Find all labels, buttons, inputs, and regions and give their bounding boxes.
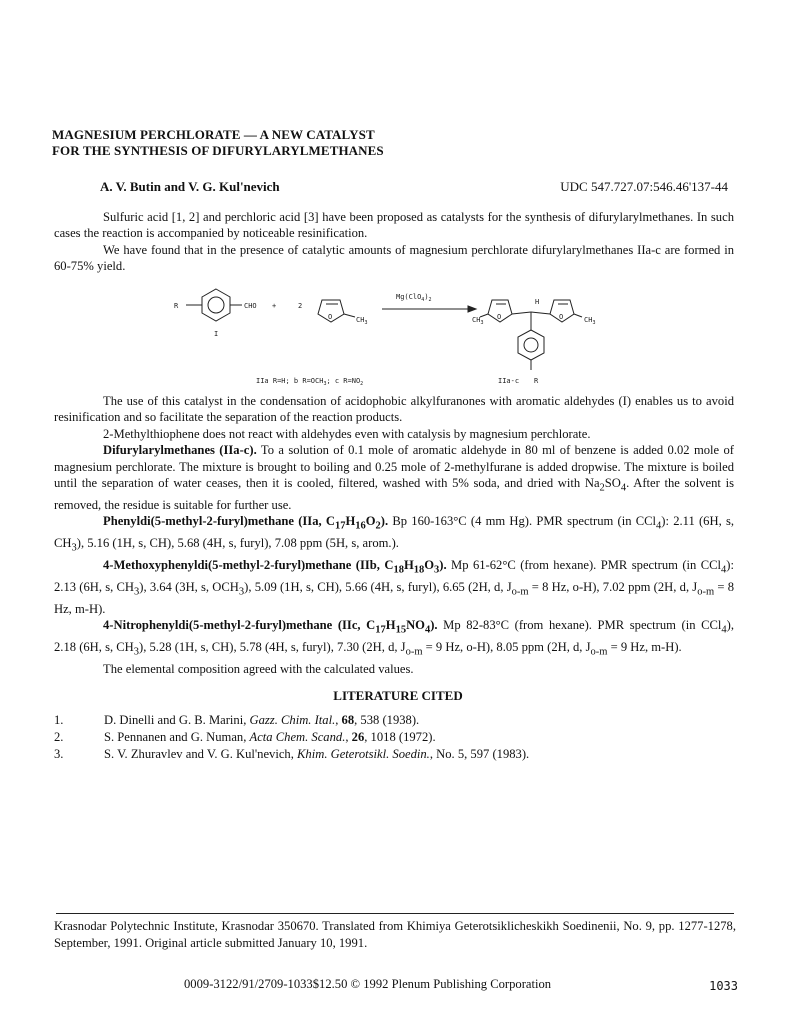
scheme-cho-label: CHO — [244, 302, 257, 310]
compound-iic-paragraph: 4-Nitrophenyldi(5-methyl-2-furyl)methane (IIc, $C_{17}H_{15}NO_4$). Mp 82-83°C (from hexane). PMR spectrum (in CCl$_4$), 2.18 (6H, s, $CH_3$), 5.28 (1H, s, CH), 5.78 (4H, s, furyl), 7.30 (2H, d, $J_{o-m} = 9$ Hz, o-H), 8.05 ppm (2H, d, $J_{o-m} = 9$ Hz, m-H). — [54, 618, 734, 658]
reference-item — [54, 712, 754, 729]
reference-number: 2. — [54, 730, 64, 744]
scheme-ch3-reactant: $CH_3$ — [356, 316, 368, 326]
literature-heading: LITERATURE CITED — [333, 688, 463, 703]
reference-text: S. V. Zhuravlev and V. G. Kul'nevich, Khim. Geterotsikl. Soedin., No. 5, 597 (1983). — [104, 747, 530, 761]
reference-number: 1. — [54, 713, 64, 727]
compound-iib-name: 4-Methoxyphenyldi(5-methyl-2-furyl)methane (IIb, $C_{18}H_{18}O_3$). — [103, 558, 447, 576]
reaction-scheme — [150, 286, 650, 390]
scheme-product-o-left: O — [497, 313, 502, 321]
scheme-label-product-r: R — [534, 377, 539, 385]
scheme-label-i: I — [214, 330, 219, 338]
reference-list — [54, 712, 754, 763]
closing-sentence: The elemental composition agreed with the calculated values. — [103, 662, 414, 677]
title-line-2: FOR THE SYNTHESIS OF DIFURYLARYLMETHANES — [52, 143, 384, 158]
benzene-ring-product — [518, 330, 544, 360]
compound-iia-paragraph: Phenyldi(5-methyl-2-furyl)methane (IIa, $C_{17}H_{16}O_2$). Bp 160-163°C (4 mm Hg). PMR spectrum (in CCl$_4$): 2.11 (6H, s, $CH_3$), 5.16 (1H, s, CH), 5.68 (4H, s, furyl), 7.08 ppm (5H, s, arom.). — [54, 514, 734, 554]
intro-section — [54, 209, 734, 275]
article-title — [52, 127, 384, 159]
intro-paragraph-1: Sulfuric acid [1, 2] and perchloric acid [3] have been proposed as catalysts for the synthesis of difurylarylmethanes. In such cases the reaction is accompanied by noticeable resinification. — [54, 210, 734, 241]
compound-iia-name: Phenyldi(5-methyl-2-furyl)methane (IIa, $C_{17}H_{16}O_2$). — [103, 514, 389, 532]
copyright-line: 0009-3122/91/2709-1033$12.50 © 1992 Plenum Publishing Corporation — [184, 977, 552, 991]
discussion-paragraph-2: 2-Methylthiophene does not react with aldehydes even with catalysis by magnesium perchlorate. — [103, 426, 591, 441]
experimental-heading: Difurylarylmethanes (IIa-c). — [103, 443, 257, 458]
scheme-furan-o: O — [328, 313, 333, 321]
reference-text: S. Pennanen and G. Numan, Acta Chem. Scand., 26, 1018 (1972). — [104, 730, 436, 744]
experimental-paragraph: Difurylarylmethanes (IIa-c). To a solution of 0.1 mole of aromatic aldehyde in 80 ml of benzene is added 0.02 mole of magnesium perchlorate. The mixture is brought to boiling and 0.25 mole of 2-methylfurane is added dropwise. The mixture is boiled until the separation of water ceases, then it is cooled, filtered, washed with 5% soda, and dried with $Na_2SO_4$. After the solvent is removed, the residue is suitable for further use. — [54, 443, 734, 512]
compound-iib-paragraph: 4-Methoxyphenyldi(5-methyl-2-furyl)methane (IIb, $C_{18}H_{18}O_3$). Mp 61-62°C (from hexane). PMR spectrum (in CCl$_4$): 2.13 (6H, s, $CH_3$), 3.64 (3H, s, $OCH_3$), 5.09 (1H, s, CH), 5.66 (4H, s, furyl), 6.65 (2H, d, $J_{o-m} = 8$ Hz, o-H), 7.02 ppm (2H, d, $J_{o-m} = 8$ Hz, m-H). — [54, 558, 734, 617]
scheme-product-o-right: O — [559, 313, 564, 321]
footnote-rule — [56, 913, 734, 914]
discussion-paragraph-1: The use of this catalyst in the condensation of acidophobic alkylfuranones with aromatic aldehydes (I) enables us to avoid resinification and so facilitate the separation of the reaction products. — [54, 394, 734, 425]
reference-text: D. Dinelli and G. B. Marini, Gazz. Chim. Ital., 68, 538 (1938). — [104, 713, 420, 727]
intro-paragraph-2: We have found that in the presence of catalytic amounts of magnesium perchlorate difurylarylmethanes IIa-c are formed in 60-75% yield. — [54, 242, 734, 274]
reference-number: 3. — [54, 747, 64, 761]
scheme-r-label: R — [174, 302, 179, 310]
benzene-ring-reactant — [202, 289, 230, 321]
reference-item — [54, 746, 754, 763]
scheme-ch3-left: $CH_3$ — [472, 316, 484, 326]
scheme-coefficient: 2 — [298, 302, 303, 310]
scheme-label-product: IIa-c — [498, 377, 520, 385]
page-number: 1033 — [709, 979, 738, 993]
title-line-1: MAGNESIUM PERCHLORATE — A NEW CATALYST — [52, 127, 375, 142]
compound-iic-name: 4-Nitrophenyldi(5-methyl-2-furyl)methane (IIc, $C_{17}H_{15}NO_4$). — [103, 618, 438, 636]
authors: A. V. Butin and V. G. Kul'nevich — [100, 179, 280, 194]
scheme-label-iia: IIa R=H; b $R=OCH_3$; c $R=NO_2$ — [256, 377, 364, 387]
affiliation-footnote: Krasnodar Polytechnic Institute, Krasnodar 350670. Translated from Khimiya Geterotsiklicheskikh Soedinenii, No. 9, pp. 1277-1278, September, 1991. Original article submitted January 10, 1991. — [54, 919, 736, 950]
scheme-h-label: H — [535, 298, 540, 306]
scheme-plus: + — [272, 302, 277, 310]
scheme-catalyst: $Mg(ClO_4)_2$ — [396, 293, 432, 303]
reference-item — [54, 729, 754, 746]
scheme-ch3-right: $CH_3$ — [584, 316, 596, 326]
discussion-section — [54, 393, 734, 678]
udc-code: UDC 547.727.07:546.46'137-44 — [560, 179, 728, 194]
